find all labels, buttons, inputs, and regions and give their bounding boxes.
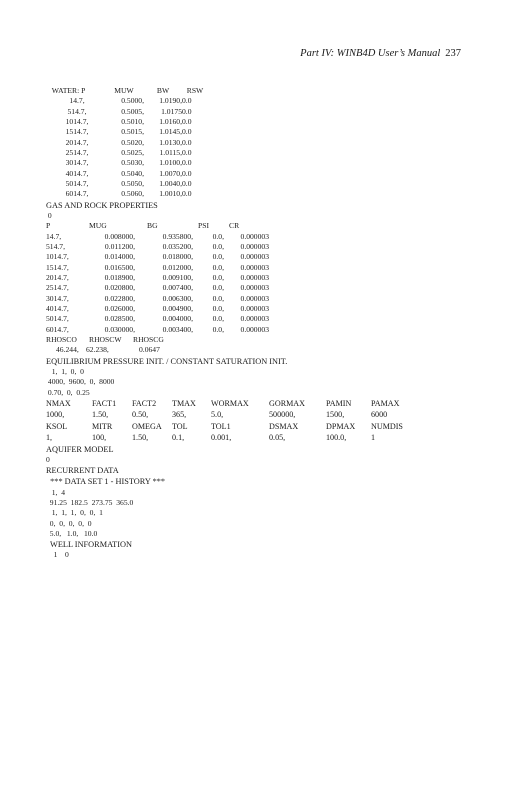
nmax-value-7: 1500, [326, 410, 345, 420]
water-cell: 0.0 [182, 179, 192, 189]
water-cell: 1.0145, [159, 127, 182, 137]
ksol-value-1: 1, [46, 433, 53, 443]
gas-cell: 0.030000, [104, 324, 135, 334]
gas-header-cr: CR [229, 221, 240, 231]
gas-row [46, 232, 269, 242]
gas-row [46, 304, 269, 314]
rho-header-g: RHOSCG [133, 335, 164, 345]
water-cell: 4014.7, [65, 168, 89, 178]
ksol-header-2: MITR [92, 421, 113, 431]
rho-value-o: 46.244, [56, 345, 79, 355]
nmax-value-2: 1.50, [92, 410, 109, 420]
gas-cell: 0.0, [212, 262, 224, 272]
water-cell: 2514.7, [65, 148, 89, 158]
nmax-header-6: GORMAX [269, 399, 305, 408]
recurrent-line-5: 5.0, 1.0, 10.0 [46, 528, 98, 538]
water-cell: 0.5030, [121, 158, 144, 168]
water-cell: 0.0 [182, 106, 192, 116]
gas-cell: 5014.7, [46, 314, 69, 324]
water-row [50, 127, 208, 137]
gas-table [46, 221, 269, 335]
water-cell: 0.0 [182, 158, 192, 168]
water-row [50, 117, 208, 127]
water-cell: 0.5020, [121, 137, 144, 147]
recurrent-line-1: 1, 4 [46, 487, 65, 497]
equilibrium-line-1: 1, 1, 0, 0 [46, 366, 84, 376]
gas-cell: 0.022800, [104, 293, 135, 303]
page-number: 237 [445, 48, 461, 59]
water-cell: 0.5025, [121, 148, 144, 158]
water-cell: 1.0160, [159, 117, 182, 127]
water-cell: 1.0130, [159, 137, 182, 147]
nmax-value-8: 6000 [371, 410, 388, 420]
water-cell: 0.5010, [121, 117, 144, 127]
ksol-header-4: TOL [172, 421, 188, 431]
recurrent-line-4: 0, 0, 0, 0, 0 [46, 518, 92, 528]
water-cell: 0.5015, [121, 127, 144, 137]
ksol-value-7: 100.0, [326, 433, 347, 443]
gas-cell: 514.7, [46, 242, 65, 251]
nmax-header-7: PAMIN [326, 399, 352, 408]
header-title: Part IV: WINB4D User’s Manual [300, 48, 441, 59]
nmax-value-3: 0.50, [132, 410, 149, 420]
rho-value-w: 62.238, [86, 345, 109, 355]
gas-cell: 0.0, [212, 231, 224, 241]
gas-cell: 0.0, [212, 283, 224, 293]
gas-cell: 4014.7, [46, 304, 69, 314]
nmax-header-8: PAMAX [371, 399, 400, 408]
water-cell: 0.5005, [121, 106, 144, 116]
water-cell: 2014.7, [65, 137, 89, 147]
gas-row [46, 283, 269, 293]
gas-header-bg: BG [147, 221, 158, 231]
rho-table [46, 335, 173, 356]
water-cell: 14.7, [69, 96, 85, 106]
nmax-header-3: FACT2 [132, 399, 157, 408]
water-cell: 514.7, [67, 106, 87, 116]
gas-row [46, 242, 269, 252]
gas-cell: 14.7, [46, 231, 62, 241]
gas-cell: 0.000003 [240, 283, 269, 293]
water-cell: 0.0 [182, 168, 192, 178]
gas-cell: 0.000003 [240, 231, 269, 241]
gas-cell: 3014.7, [46, 293, 69, 303]
recurrent-line-2: 91.25 182.5 273.75 365.0 [46, 497, 134, 507]
ksol-header-3: OMEGA [132, 421, 162, 431]
ksol-value-6: 0.05, [269, 433, 286, 443]
gas-cell: 6014.7, [46, 324, 69, 334]
gas-cell: 0.0, [212, 314, 224, 324]
gas-cell: 0.028500, [104, 314, 135, 324]
nmax-value-5: 5.0, [211, 410, 224, 420]
ksol-value-2: 100, [92, 433, 107, 443]
gas-cell: 0.000003 [240, 273, 269, 283]
ksol-header-5: TOL1 [211, 421, 231, 431]
water-cell: 1014.7, [65, 117, 89, 127]
gas-cell: 0.006300, [162, 293, 193, 303]
gas-cell: 0.011200, [104, 242, 135, 251]
water-header-p: WATER: P [50, 86, 86, 95]
gas-cell: 0.0, [212, 273, 224, 283]
water-cell: 0.5040, [121, 168, 144, 178]
rho-header-w: RHOSCW [89, 335, 122, 345]
gas-row [46, 273, 269, 283]
gas-cell: 0.000003 [240, 324, 269, 334]
water-header-muw: MUW [114, 86, 134, 95]
water-cell: 0.0 [182, 189, 192, 199]
gas-header-psi: PSI [198, 221, 209, 231]
water-row [50, 138, 208, 148]
water-row [50, 189, 208, 199]
nmax-value-4: 365, [172, 410, 187, 420]
gas-row [46, 314, 269, 324]
gas-cell: 0.935800, [162, 231, 193, 241]
water-row [50, 96, 208, 106]
gas-cell: 0.004000, [162, 314, 193, 324]
equilibrium-line-2: 4000, 9600, 0, 8000 [46, 377, 115, 387]
water-cell: 1.0040, [159, 179, 182, 189]
water-cell: 1.0010, [159, 189, 182, 199]
water-rows [50, 96, 208, 199]
gas-cell: 0.0, [212, 242, 224, 251]
water-cell: 0.5050, [121, 179, 144, 189]
gas-cell: 0.000003 [240, 314, 269, 324]
ksol-value-5: 0.001, [211, 433, 232, 443]
gas-cell: 0.0, [212, 293, 224, 303]
gas-cell: 1514.7, [46, 262, 69, 272]
water-header-rsw: RSW [186, 86, 204, 95]
ksol-value-3: 1.50, [132, 433, 149, 443]
gas-cell: 0.0, [212, 304, 224, 314]
gas-cell: 0.000003 [240, 252, 269, 262]
nmax-header-5: WORMAX [211, 399, 249, 408]
gas-row [46, 252, 269, 262]
nmax-header-4: TMAX [172, 399, 196, 408]
water-cell: 0.5000, [121, 96, 144, 106]
gas-rock-flag: 0 [46, 210, 52, 220]
gas-cell: 2014.7, [46, 273, 69, 283]
water-cell: 3014.7, [65, 158, 89, 168]
gas-cell: 0.000003 [240, 304, 269, 314]
water-cell: 1.0115, [159, 148, 182, 158]
gas-cell: 0.007400, [162, 283, 193, 293]
water-cell: 0.0 [182, 127, 192, 137]
well-title: WELL INFORMATION [46, 540, 132, 550]
gas-cell: 2514.7, [46, 283, 69, 293]
rho-header-o: RHOSCO [46, 335, 77, 345]
equilibrium-line-3: 0.70, 0, 0.25 [46, 387, 90, 397]
ksol-header-7: DPMAX [326, 421, 356, 431]
gas-cell: 0.018900, [104, 273, 135, 283]
nmax-value-6: 500000, [269, 410, 296, 420]
water-cell: 1.0175 [161, 106, 182, 116]
nmax-header-2: FACT1 [92, 399, 117, 408]
nmax-header-1: NMAX [46, 399, 71, 408]
aquifer-value: 0 [46, 454, 50, 464]
page-body [46, 86, 476, 561]
recurrent-set-title: *** DATA SET 1 - HISTORY *** [46, 477, 166, 487]
water-header-bw: BW [156, 86, 170, 95]
nmax-value-1: 1000, [46, 410, 65, 420]
gas-cell: 0.035200, [162, 242, 193, 251]
ksol-header-1: KSOL [46, 421, 68, 431]
water-cell: 0.0 [182, 137, 192, 147]
running-header [300, 48, 461, 59]
gas-cell: 0.000003 [240, 293, 269, 303]
recurrent-title: RECURRENT DATA [46, 466, 119, 476]
gas-cell: 0.004900, [162, 304, 193, 314]
gas-rows [46, 232, 269, 335]
water-row [50, 179, 208, 189]
gas-cell: 0.018000, [162, 252, 193, 262]
ksol-header-8: NUMDIS [371, 421, 403, 431]
water-cell: 1.0070, [159, 168, 182, 178]
gas-rock-title: GAS AND ROCK PROPERTIES [46, 200, 158, 210]
water-table [50, 86, 208, 96]
equilibrium-title: EQUILIBRIUM PRESSURE INIT. / CONSTANT SATURATION INIT. [46, 356, 288, 366]
gas-cell: 0.0, [212, 324, 224, 334]
water-row [50, 169, 208, 179]
gas-cell: 0.026000, [104, 304, 135, 314]
water-cell: 5014.7, [65, 179, 89, 189]
ksol-header-6: DSMAX [269, 421, 299, 431]
water-row [50, 107, 208, 117]
water-row [50, 158, 208, 168]
gas-cell: 0.003400, [162, 324, 193, 334]
gas-cell: 0.016500, [104, 262, 135, 272]
gas-cell: 0.009100, [162, 273, 193, 283]
gas-cell: 0.000003 [240, 242, 269, 251]
gas-cell: 0.000003 [240, 262, 269, 272]
water-row [50, 148, 208, 158]
gas-row [46, 325, 269, 335]
recurrent-line-3: 1, 1, 1, 0, 0, 1 [46, 508, 103, 518]
gas-cell: 0.008000, [104, 231, 135, 241]
ksol-value-4: 0.1, [172, 433, 185, 443]
ksol-value-8: 1 [371, 433, 376, 443]
gas-cell: 0.0, [212, 252, 224, 262]
nmax-table [46, 398, 421, 444]
gas-cell: 0.020800, [104, 283, 135, 293]
water-cell: 0.0 [182, 148, 192, 158]
gas-row [46, 294, 269, 304]
water-cell: 1514.7, [65, 127, 89, 137]
gas-cell: 1014.7, [46, 252, 69, 262]
water-cell: 1.0190, [159, 96, 182, 106]
water-cell: 6014.7, [65, 189, 89, 199]
rho-value-g: 0.0647 [139, 345, 160, 355]
gas-row [46, 263, 269, 273]
gas-cell: 0.012000, [162, 262, 193, 272]
water-cell: 0.0 [182, 117, 192, 127]
water-cell: 1.0100, [159, 158, 182, 168]
gas-header-mug: MUG [89, 221, 107, 231]
well-value: 1 0 [46, 550, 69, 560]
water-cell: 0.0 [182, 96, 192, 106]
gas-header-p: P [46, 221, 51, 231]
aquifer-title: AQUIFER MODEL [46, 444, 114, 454]
water-cell: 0.5060, [121, 189, 144, 199]
gas-cell: 0.014000, [104, 252, 135, 262]
